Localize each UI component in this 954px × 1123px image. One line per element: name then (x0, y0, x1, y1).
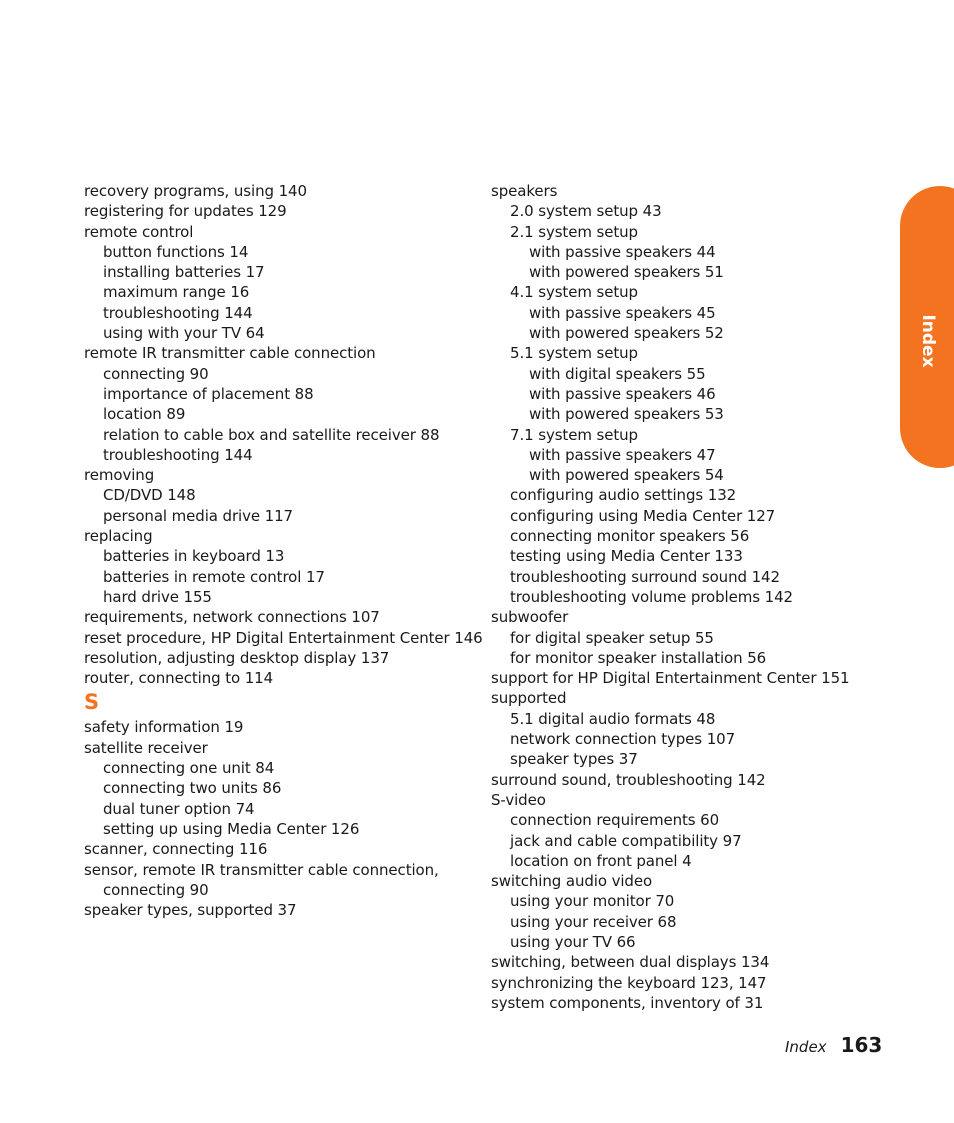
index-subentry: using your TV 66 (510, 932, 636, 951)
index-subentry: with powered speakers 54 (529, 466, 724, 485)
index-subentry: testing using Media Center 133 (510, 547, 743, 566)
index-subentry: jack and cable compatibility 97 (510, 831, 742, 850)
index-entry: surround sound, troubleshooting 142 (491, 770, 766, 789)
index-subentry: 2.1 system setup (510, 222, 638, 241)
index-subentry: with powered speakers 52 (529, 324, 724, 343)
index-subentry: maximum range 16 (103, 283, 250, 302)
index-subentry: troubleshooting 144 (103, 303, 253, 322)
index-subentry: CD/DVD 148 (103, 486, 196, 505)
index-entry: synchronizing the keyboard 123, 147 (491, 973, 767, 992)
index-subentry: button functions 14 (103, 242, 249, 261)
index-subentry: with powered speakers 51 (529, 263, 724, 282)
index-entry: replacing (84, 527, 153, 546)
index-entry: scanner, connecting 116 (84, 840, 268, 859)
index-subentry: relation to cable box and satellite receiver 88 (103, 425, 440, 444)
index-column-left (84, 181, 483, 920)
index-subentry: setting up using Media Center 126 (103, 819, 360, 838)
index-subentry: 2.0 system setup 43 (510, 202, 662, 221)
index-entry: speaker types, supported 37 (84, 901, 297, 920)
index-entry: S-video (491, 790, 546, 809)
index-subentry: batteries in remote control 17 (103, 567, 325, 586)
index-entry: system components, inventory of 31 (491, 993, 764, 1012)
index-entry: sensor, remote IR transmitter cable connection, (84, 860, 439, 879)
index-subentry: using your monitor 70 (510, 892, 675, 911)
side-tab-label: Index (918, 314, 938, 368)
index-subentry: connecting 90 (103, 364, 209, 383)
index-entry: removing (84, 466, 155, 485)
index-subentry: with powered speakers 53 (529, 405, 724, 424)
index-subentry: speaker types 37 (510, 750, 638, 769)
index-subentry: batteries in keyboard 13 (103, 547, 285, 566)
index-subentry: for digital speaker setup 55 (510, 628, 714, 647)
index-subentry: 7.1 system setup (510, 425, 638, 444)
index-subentry: installing batteries 17 (103, 263, 265, 282)
index-subentry: with passive speakers 46 (529, 384, 716, 403)
index-subentry: connecting two units 86 (103, 779, 282, 798)
index-column-right (491, 181, 891, 1013)
index-subentry: network connection types 107 (510, 730, 736, 749)
index-subentry: connecting monitor speakers 56 (510, 527, 750, 546)
index-entry: recovery programs, using 140 (84, 182, 307, 200)
index-entry: registering for updates 129 (84, 202, 287, 221)
index-entry: switching audio video (491, 872, 653, 891)
index-subentry: troubleshooting 144 (103, 445, 253, 464)
index-subentry: with passive speakers 44 (529, 242, 716, 261)
index-entry: reset procedure, HP Digital Entertainment Center 146 (84, 628, 483, 647)
index-subentry: with passive speakers 45 (529, 303, 716, 322)
index-subentry: using with your TV 64 (103, 324, 265, 343)
index-subentry: with digital speakers 55 (529, 364, 706, 383)
index-subentry: personal media drive 117 (103, 506, 293, 525)
index-subentry: 5.1 system setup (510, 344, 638, 363)
page-footer (785, 1033, 882, 1061)
index-subentry: connecting one unit 84 (103, 759, 275, 778)
index-subentry: hard drive 155 (103, 587, 212, 606)
index-subentry: 4.1 system setup (510, 283, 638, 302)
index-entry: remote control (84, 222, 194, 241)
index-subentry: location on front panel 4 (510, 851, 692, 870)
index-entry: supported (491, 689, 567, 708)
index-subentry: with passive speakers 47 (529, 445, 716, 464)
index-subentry: connecting 90 (103, 880, 209, 899)
index-entry: requirements, network connections 107 (84, 608, 380, 627)
index-entry: router, connecting to 114 (84, 669, 274, 688)
index-subentry: 5.1 digital audio formats 48 (510, 709, 716, 728)
index-letter-heading: S (84, 690, 100, 715)
index-subentry: location 89 (103, 405, 186, 424)
index-entry: subwoofer (491, 608, 569, 627)
index-entry: satellite receiver (84, 738, 208, 757)
index-entry: remote IR transmitter cable connection (84, 344, 376, 363)
index-entry: resolution, adjusting desktop display 137 (84, 648, 390, 667)
index-subentry: configuring audio settings 132 (510, 486, 737, 505)
index-subentry: dual tuner option 74 (103, 799, 255, 818)
index-entry: speakers (491, 182, 558, 200)
index-entry: switching, between dual displays 134 (491, 953, 770, 972)
index-subentry: connection requirements 60 (510, 811, 720, 830)
index-entry: support for HP Digital Entertainment Center 151 (491, 669, 850, 688)
index-subentry: using your receiver 68 (510, 912, 677, 931)
index-subentry: importance of placement 88 (103, 384, 314, 403)
index-entry: safety information 19 (84, 718, 244, 737)
footer-section-label: Index (785, 1038, 827, 1056)
index-subentry: troubleshooting volume problems 142 (510, 587, 793, 606)
index-subentry: for monitor speaker installation 56 (510, 648, 767, 667)
index-subentry: troubleshooting surround sound 142 (510, 567, 780, 586)
page-number: 163 (840, 1033, 883, 1057)
index-subentry: configuring using Media Center 127 (510, 506, 776, 525)
